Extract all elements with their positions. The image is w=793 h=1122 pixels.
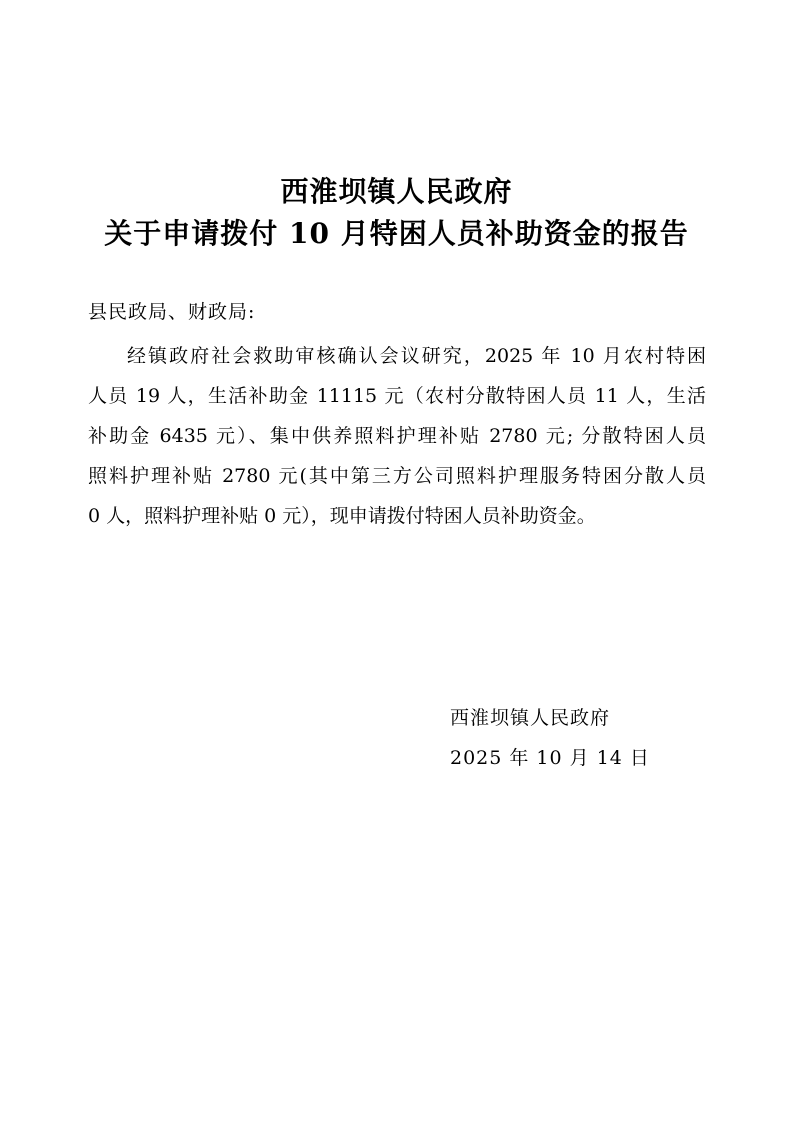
body-line: 人员 19 人，生活补助金 11115 元（农村分散特困人员 11 人，生活 (88, 385, 706, 407)
body-line: 经镇政府社会救助审核确认会议研究，2025 年 10 月农村特困 (127, 345, 706, 367)
salutation: 县民政局、财政局: (88, 301, 256, 323)
document-title-line-1: 西淮坝镇人民政府 (280, 175, 513, 208)
signature-organization: 西淮坝镇人民政府 (450, 707, 611, 729)
body-line: 0 人，照料护理补贴 0 元），现申请拨付特困人员补助资金。 (88, 505, 596, 527)
signature-date: 2025 年 10 月 14 日 (450, 747, 650, 769)
body-line: 照料护理补贴 2780 元(其中第三方公司照料护理服务特困分散人员 (88, 465, 706, 487)
body-line: 补助金 6435 元）、集中供养照料护理补贴 2780 元; 分散特困人员 (88, 425, 706, 447)
document-title-line-2: 关于申请拨付 10 月特困人员补助资金的报告 (104, 217, 689, 250)
